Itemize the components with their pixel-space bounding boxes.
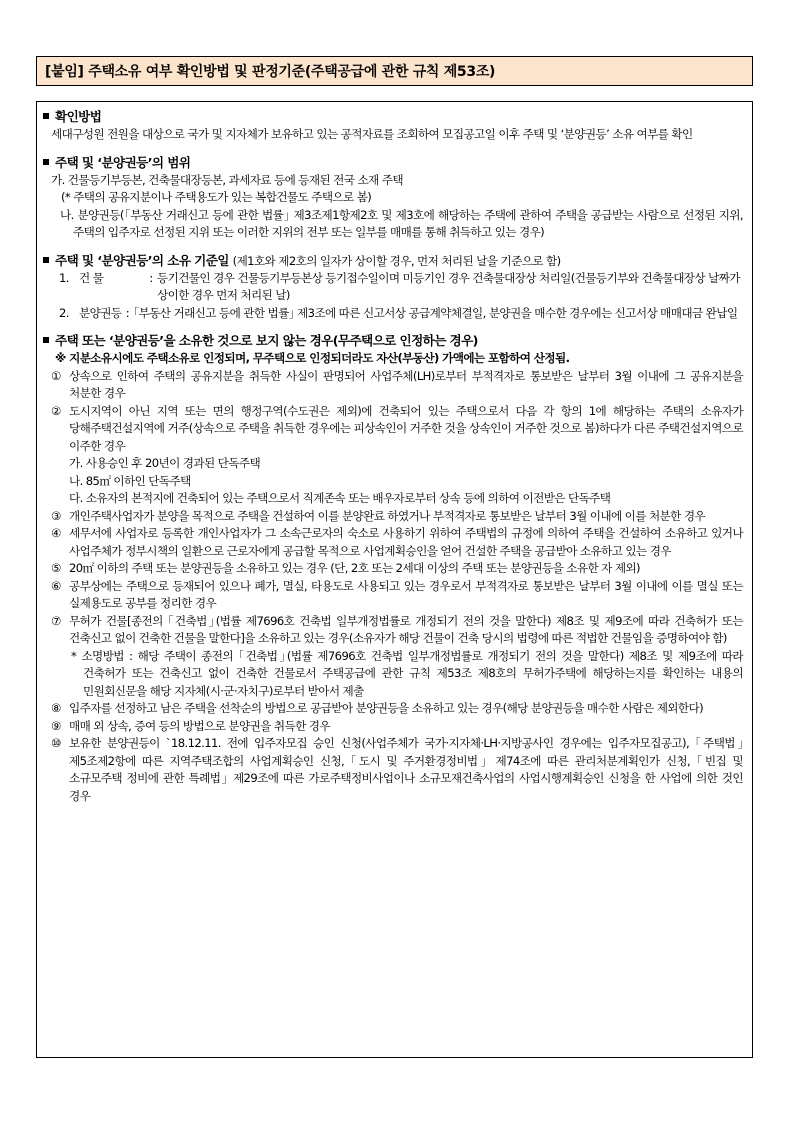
content-box: [36, 101, 753, 1058]
section-criteria: [51, 252, 743, 323]
criteria-body: 등기건물인 경우 건물등기부등본상 등기접수일이며 미등기인 경우 건축물대장상 처리일(건물등기부와 건축물대장상 날짜가 상이한 경우 먼저 처리된 날): [157, 270, 740, 302]
exception-item: [51, 525, 743, 560]
circled-number: ⑩: [51, 736, 61, 750]
exception-item: [51, 368, 743, 403]
exception-sub-item: 가. 사용승인 후 20년이 경과된 단독주택: [69, 456, 261, 470]
exception-item-text: 보유한 분양권등이 `18.12.11. 전에 입주자모집 승인 신청(사업주체가 국가·지자체·LH·지방공사인 경우에는 입주자모집공고), ｢주택법｣ 제5조제2항에 따른 지역주택조합의 사업계획승인 신청, ｢도시 및 주거환경정비법｣ 제74조에 따른 관리처분계획인가 신청, ｢빈집 및 소규모주택 정비에 관한 특례법｣ 제29조에 따른 가로주택정비사업이나 소규모재건축사업의 사업시행계획승인 신청을 한 사업에 의한 것인 경우: [69, 736, 743, 803]
criteria-separator: :: [149, 270, 153, 285]
square-bullet-icon: [43, 257, 49, 263]
circled-number: ⑥: [51, 578, 61, 593]
criteria-separator: :: [125, 305, 130, 320]
exception-item: [51, 613, 743, 648]
exception-item-text: 도시지역이 아닌 지역 또는 면의 행정구역(수도권은 제외)에 건축되어 있는 주택으로서 다음 각 항의 1에 해당하는 주택의 소유자가 당해주택건설지역에 거주(상속으로 주택을 취득한 경우에는 피상속인이 거주한 것을 상속인이 거주한 것으로 봄)하다가 다른 주택건설지역으로 이주한 경우: [69, 403, 743, 453]
exception-item-body: [69, 560, 743, 578]
circled-number: ⑧: [51, 701, 61, 715]
section-heading: 주택 또는 ‘분양권등’을 소유한 것으로 보지 않는 경우(무주택으로 인정하는 경우): [43, 332, 743, 350]
exception-item-body: [69, 578, 743, 613]
exception-item-body: [69, 403, 743, 456]
scope-item-ga: 가. 건물등기부등본, 건축물대장등본, 과세자료 등에 등재된 전국 소재 주택: [51, 172, 403, 187]
exception-item: [51, 718, 743, 736]
section-scope: [51, 154, 743, 242]
document-title: [붙임] 주택소유 여부 확인방법 및 판정기준(주택공급에 관한 규칙 제53조): [36, 56, 753, 86]
exception-item-body: [69, 700, 743, 718]
section-heading: 확인방법: [43, 108, 743, 126]
scope-item-ga-note: (* 주택의 공유지분이나 주택용도가 있는 복합건물도 주택으로 봄): [61, 190, 372, 204]
circled-number: ③: [51, 508, 61, 523]
circled-number: ②: [51, 403, 61, 418]
exception-item-text: 상속으로 인하여 주택의 공유지분을 취득한 사실이 판명되어 사업주체(LH)로부터 부적격자로 통보받은 날부터 3월 이내에 그 공유지분을 처분한 경우: [69, 368, 743, 400]
exception-item-text: 20㎡ 이하의 주택 또는 분양권등을 소유하고 있는 경우 (단, 2호 또는 2세대 이상의 주택 또는 분양권등을 소유한 자 제외): [69, 561, 640, 575]
criteria-term: 건 물: [79, 270, 104, 285]
criteria-number: 1.: [59, 270, 69, 285]
exception-item: [51, 700, 743, 718]
exception-sub-item: 나. 85㎡ 이하인 단독주택: [69, 473, 191, 488]
exception-note: * 소명방법 : 해당 주택이 종전의 ｢건축법｣(법률 제7696호 건축법 일부개정법률로 개정되기 전의 것을 말한다) 제8조 및 제9조에 따라 건축허가 또는 건축신고 없이 건축한 건물로서 주택공급에 관한 규칙 제53조 제8호의 무허가주택에 해당하는지를 확인하는 내용의 민원회신문을 해당 지자체(시·군·자치구)로부터 받아서 제출: [71, 648, 743, 698]
exception-item: [51, 403, 743, 456]
exception-item-text: 입주자를 선정하고 남은 주택을 선착순의 방법으로 공급받아 분양권등을 소유하고 있는 경우(해당 분양권등을 매수한 사람은 제외한다): [69, 701, 704, 715]
exception-item-text: 공부상에는 주택으로 등재되어 있으나 폐가, 멸실, 타용도로 사용되고 있는 경우로서 부적격자로 통보받은 날부터 3월 이내에 이를 멸실 또는 실제용도로 공부를 정리한 경우: [69, 578, 743, 610]
exception-item-text: 매매 외 상속, 증여 등의 방법으로 분양권을 취득한 경우: [69, 718, 330, 733]
exception-item: [51, 508, 743, 526]
exception-item-body: [69, 368, 743, 403]
exception-item-body: [69, 735, 743, 805]
section-heading: 주택 및 ‘분양권등’의 범위: [43, 154, 743, 172]
section-method: [51, 108, 743, 144]
circled-number: ④: [51, 526, 61, 540]
circled-number: ⑦: [51, 613, 61, 628]
exception-item-body: [69, 508, 743, 526]
exception-item-body: [69, 718, 743, 736]
section-exceptions: [51, 332, 743, 805]
square-bullet-icon: [43, 113, 49, 119]
exception-item-body: [69, 613, 743, 648]
exception-item-text: 개인주택사업자가 분양을 목적으로 주택을 건설하여 이를 분양완료 하였거나 부적격자로 통보받은 날부터 3월 이내에 이를 처분한 경우: [69, 508, 706, 523]
circled-number: ⑨: [51, 718, 61, 733]
criteria-row: [51, 270, 743, 305]
exceptions-warning: ※ 지분소유시에도 주택소유로 인정되며, 무주택으로 인정되더라도 자산(부동산) 가액에는 포함하여 산정됨.: [55, 351, 570, 365]
criteria-number: 2.: [59, 305, 69, 320]
exception-item: [51, 560, 743, 578]
square-bullet-icon: [43, 337, 49, 343]
scope-item-na: 나. 분양권등(｢부동산 거래신고 등에 관한 법률｣ 제3조제1항제2호 및 제3호에 해당하는 주택에 관하여 주택을 공급받는 사람으로 선정된 지위, 주택의 입주자로 선정된 지위 또는 이러한 지위의 전부 또는 일부를 매매를 통해 취득하고 있는 경우): [60, 207, 743, 239]
exception-item-text: 무허가 건물[종전의 ｢건축법｣(법률 제7696호 건축법 일부개정법률로 개정되기 전의 것을 말한다) 제8조 및 제9조에 따라 건축허가 또는 건축신고 없이 건축한 건물을 말한다]을 소유하고 있는 경우(소유자가 해당 건물이 건축 당시의 법령에 따른 적법한 건물임을 증명하여야 함): [69, 613, 743, 645]
section-heading: 주택 및 ‘분양권등’의 소유 기준일 (제1호와 제2호의 일자가 상이할 경우, 먼저 처리된 날을 기준으로 함): [43, 252, 743, 270]
criteria-term: 분양권등: [79, 305, 122, 320]
square-bullet-icon: [43, 159, 49, 165]
method-text: 세대구성원 전원을 대상으로 국가 및 지자체가 보유하고 있는 공적자료를 조회하여 모집공고일 이후 주택 및 ‘분양권등’ 소유 여부를 확인: [51, 127, 693, 141]
exception-item: [51, 578, 743, 613]
circled-number: ①: [51, 368, 61, 383]
criteria-body: ｢부동산 거래신고 등에 관한 법률｣ 제3조에 따른 신고서상 공급계약체결일, 분양권을 매수한 경우에는 신고서상 매매대금 완납일: [133, 305, 738, 320]
exception-item-text: 세무서에 사업자로 등록한 개인사업자가 그 소속근로자의 숙소로 사용하기 위하여 주택법의 규정에 의하여 주택을 건설하여 소유하고 있거나 사업주체가 정부시책의 일환으로 근로자에게 공급할 목적으로 사업계획승인을 얻어 건설한 주택을 공급받아 소유하고 있는 경우: [69, 526, 743, 558]
exception-item-body: [69, 525, 743, 560]
criteria-row: [51, 305, 743, 323]
exception-item: [51, 735, 743, 805]
circled-number: ⑤: [51, 561, 61, 575]
exception-sub-item: 다. 소유자의 본적지에 건축되어 있는 주택으로서 직계존속 또는 배우자로부터 상속 등에 의하여 이전받은 단독주택: [69, 491, 611, 505]
